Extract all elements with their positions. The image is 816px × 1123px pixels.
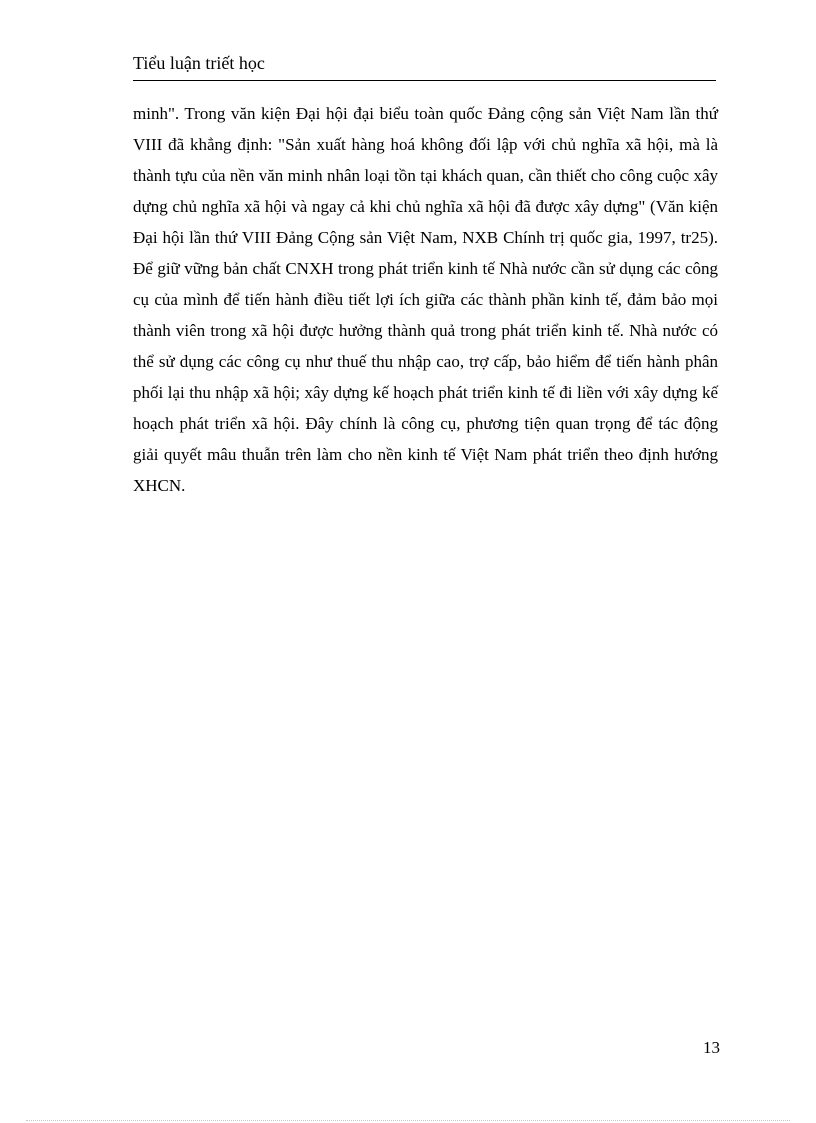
- page-bottom-border: [26, 1120, 790, 1121]
- header-title: Tiểu luận triết học: [133, 53, 265, 73]
- page-number: 13: [703, 1038, 720, 1057]
- header-divider: [133, 80, 716, 81]
- page-header: [133, 50, 716, 76]
- body-paragraph: minh". Trong văn kiện Đại hội đại biểu toàn quốc Đảng cộng sản Việt Nam lần thứ VIII đã khẳng định: "Sản xuất hàng hoá không đối lập với chủ nghĩa xã hội, mà là thành tựu của nền văn minh nhân loại tồn tại khách quan, cần thiết cho công cuộc xây dựng chủ nghĩa xã hội và ngay cả khi chủ nghĩa xã hội đã được xây dựng" (Văn kiện Đại hội lần thứ VIII Đảng Cộng sản Việt Nam, NXB Chính trị quốc gia, 1997, tr25). Để giữ vững bản chất CNXH trong phát triển kinh tế Nhà nước cần sử dụng các công cụ của mình để tiến hành điều tiết lợi ích giữa các thành phần kinh tế, đảm bảo mọi thành viên trong xã hội được hưởng thành quả trong phát triển kinh tế. Nhà nước có thể sử dụng các công cụ như thuế thu nhập cao, trợ cấp, bảo hiểm để tiến hành phân phối lại thu nhập xã hội; xây dựng kế hoạch phát triển kinh tế đi liền với xây dựng kế hoạch phát triển xã hội. Đây chính là công cụ, phương tiện quan trọng để tác động giải quyết mâu thuẫn trên làm cho nền kinh tế Việt Nam phát triển theo định hướng XHCN.: [133, 104, 718, 495]
